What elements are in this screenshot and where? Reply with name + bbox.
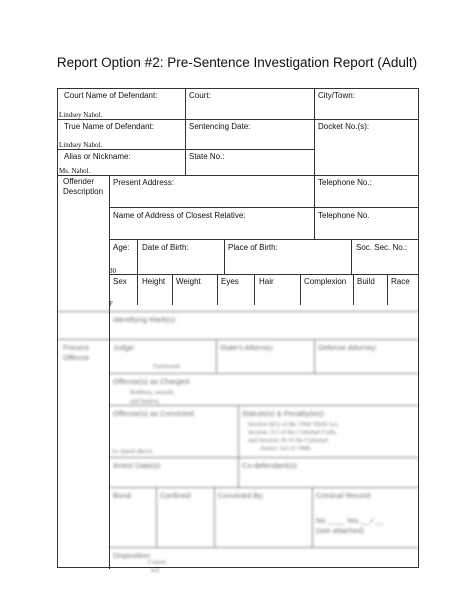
col-divider	[224, 239, 225, 274]
sex-value: F	[109, 300, 113, 308]
judge-label: Judge:	[113, 343, 136, 352]
hair-label: Hair	[259, 277, 274, 286]
charged-value-1: Robbery, assault,	[130, 389, 175, 396]
report-form	[57, 88, 419, 574]
offender-description-label: Offender	[63, 177, 94, 186]
defense-attorney-label: Defense Attorney:	[318, 343, 378, 352]
row-divider	[58, 149, 314, 150]
page-title: Report Option #2: Pre-Sentence Investigation Report (Adult)	[56, 55, 418, 70]
row-divider	[109, 239, 418, 240]
disposition-value-1: Convic	[148, 559, 167, 566]
row-divider	[109, 373, 418, 374]
true-name-label: True Name of Defendant:	[64, 122, 154, 131]
race-label: Race	[391, 277, 410, 286]
offender-description-label-2: Description	[63, 187, 104, 196]
age-value: 30	[109, 267, 116, 275]
col-divider	[300, 274, 301, 305]
statutes-label: Statute(s) & Penalty(ies):	[242, 409, 326, 418]
convicted-note: As stated above.	[111, 448, 154, 455]
see-attached-note: (see attached)	[316, 526, 364, 535]
telephone-label: Telephone No.:	[318, 178, 372, 187]
court-name-value: Lindsey Nahol.	[59, 111, 103, 119]
row-divider	[109, 547, 418, 548]
court-name-label: Court Name of Defendant:	[64, 91, 158, 100]
col-divider	[214, 487, 215, 547]
eyes-label: Eyes	[221, 277, 239, 286]
criminal-record-options: No ____ Yes __✓__	[316, 516, 384, 525]
sex-label: Sex	[113, 277, 127, 286]
col-divider	[137, 239, 138, 305]
col-divider	[314, 339, 315, 373]
complexion-label: Complexion	[304, 277, 347, 286]
row-divider	[58, 311, 418, 312]
criminal-record-label: Criminal Record:	[316, 491, 372, 500]
confined-label: Confined:	[160, 491, 193, 500]
weight-label: Weight	[176, 277, 201, 286]
height-label: Height	[142, 277, 166, 286]
statute-value-1: Section 8(1) of the 1968 Theft Act,	[248, 421, 340, 428]
codefendants-label: Co-defendant(s):	[242, 461, 299, 470]
col-divider	[217, 274, 218, 305]
col-divider	[312, 487, 313, 547]
statute-value-2: Section 113 of the Criminal Code,	[248, 429, 337, 436]
court-label: Court:	[189, 91, 211, 100]
col-divider	[172, 274, 173, 305]
charged-value-2: and battery.	[130, 398, 161, 405]
row-divider	[109, 207, 418, 208]
col-divider	[351, 239, 352, 274]
disposition-value-2: ted	[151, 567, 159, 574]
judge-value: Fairmount	[153, 363, 181, 370]
alias-value: Ms. Nahol.	[59, 167, 91, 175]
convicted-by-label: Convicted By:	[218, 491, 265, 500]
build-label: Build	[357, 277, 375, 286]
row-divider	[109, 457, 418, 458]
row-divider	[58, 175, 418, 176]
arrest-dates-label: Arrest Date(s):	[113, 461, 162, 470]
city-town-label: City/Town:	[318, 91, 355, 100]
present-address-label: Present Address:	[113, 178, 174, 187]
statute-value-3: and Section 39 of the Criminal	[248, 437, 328, 444]
row-divider	[58, 339, 418, 340]
true-name-value: Lindsey Nahol.	[59, 141, 103, 149]
col-divider	[238, 405, 239, 487]
present-offense-label-2: Offense	[63, 353, 90, 362]
place-of-birth-label: Place of Birth:	[228, 243, 278, 252]
docket-no-label: Docket No.(s):	[318, 122, 370, 131]
col-divider	[156, 487, 157, 547]
alias-label: Alias or Nickname:	[64, 152, 131, 161]
dob-label: Date of Birth:	[142, 243, 189, 252]
soc-sec-label: Soc. Sec. No.:	[356, 243, 408, 252]
sentencing-date-label: Sentencing Date:	[189, 122, 251, 131]
closest-relative-label: Name of Address of Closest Relative:	[113, 211, 246, 220]
offenses-charged-label: Offense(s) as Charged:	[113, 377, 191, 386]
row-divider	[58, 119, 418, 120]
col-divider	[314, 89, 315, 239]
telephone-label-2: Telephone No.	[318, 211, 370, 220]
states-attorney-label: State's Attorney:	[220, 343, 275, 352]
col-divider	[387, 274, 388, 305]
disposition-label: Disposition:	[113, 551, 152, 560]
state-no-label: State No.:	[189, 152, 225, 161]
present-offense-label: Present	[63, 343, 89, 352]
blurred-preview-section	[58, 311, 418, 574]
statute-value-4: Justice Act of 1988.	[260, 445, 312, 452]
offenses-convicted-label: Offense(s) as Convicted:	[113, 409, 196, 418]
col-divider	[353, 274, 354, 305]
col-divider	[216, 339, 217, 373]
identifying-marks-label: Identifying Mark(s):	[113, 315, 177, 324]
col-divider	[254, 274, 255, 305]
bond-label: Bond:	[113, 491, 133, 500]
col-divider	[185, 89, 186, 175]
age-label: Age:	[113, 243, 130, 252]
row-divider	[109, 274, 418, 275]
